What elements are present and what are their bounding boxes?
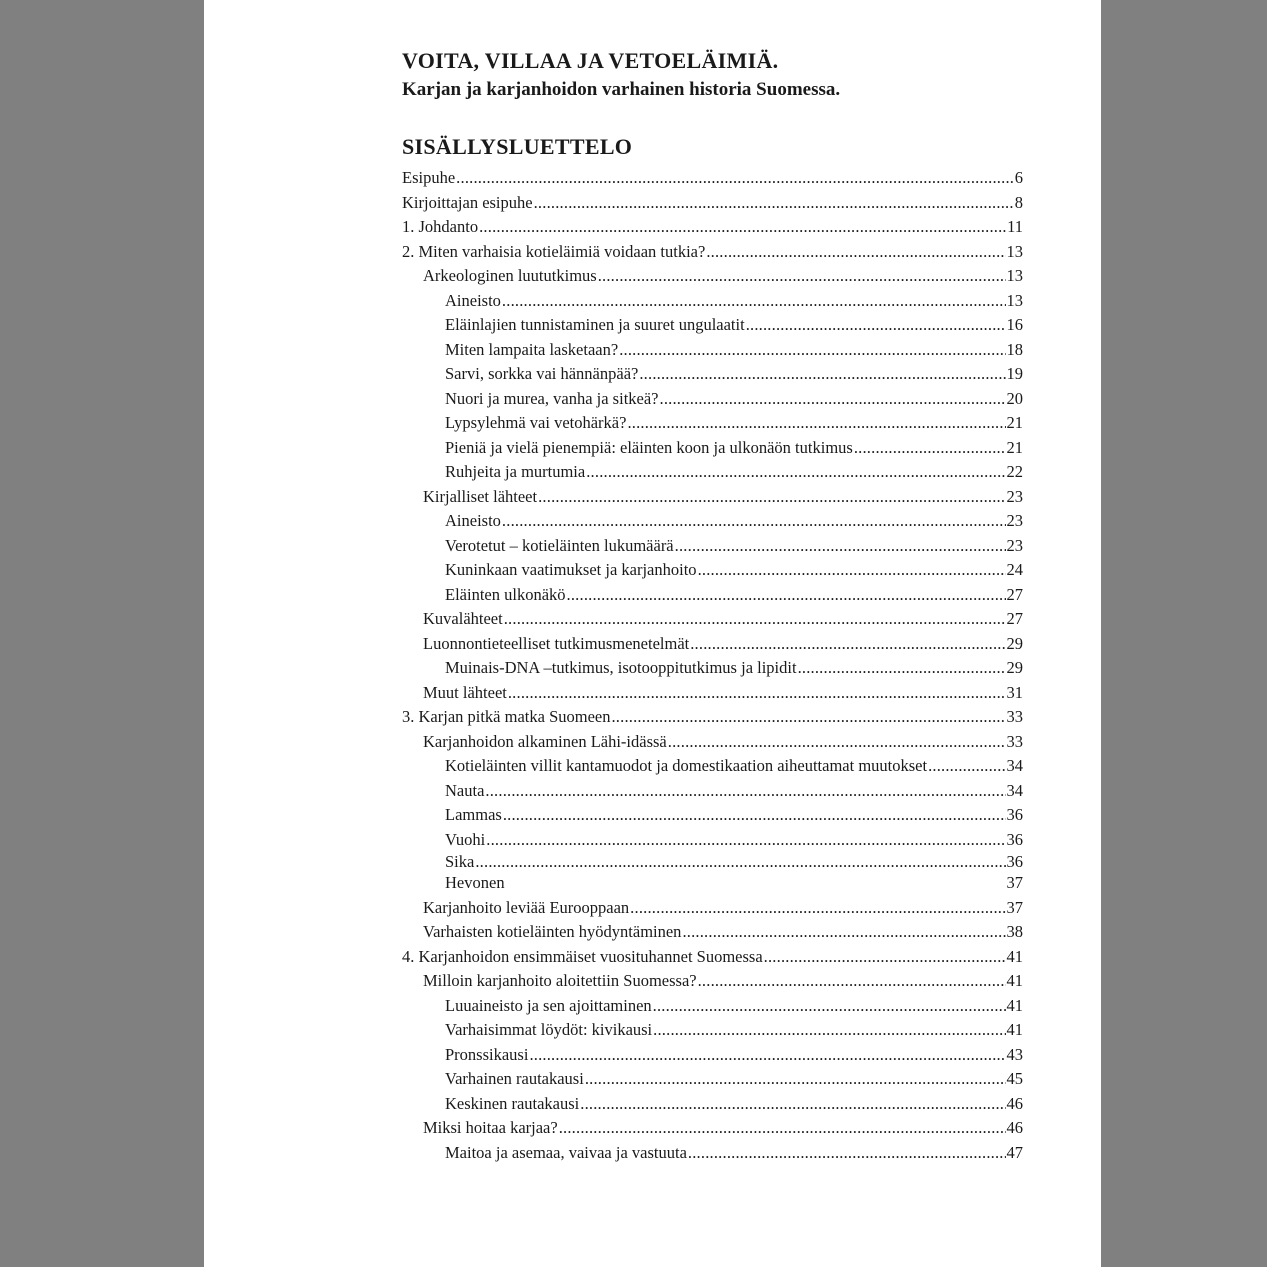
dot-leader bbox=[538, 485, 1005, 510]
toc-entry-page: 33 bbox=[1006, 731, 1023, 751]
toc-entry bbox=[402, 534, 1023, 559]
dot-leader bbox=[502, 289, 1006, 314]
dot-leader bbox=[586, 460, 1005, 485]
toc-entry bbox=[402, 852, 1023, 871]
toc-entry-page: 8 bbox=[1014, 192, 1023, 212]
toc-entry-page: 37 bbox=[1006, 897, 1023, 917]
toc-entry bbox=[402, 460, 1023, 485]
toc-entry bbox=[402, 779, 1023, 804]
toc-entry bbox=[402, 754, 1023, 779]
toc-entry-page: 13 bbox=[1006, 241, 1023, 261]
dot-leader bbox=[668, 730, 1006, 755]
toc-entry-label: Muinais-DNA –tutkimus, isotooppitutkimus ja lipidit bbox=[445, 658, 797, 677]
toc-entry bbox=[402, 871, 1023, 896]
book-subtitle: Karjan ja karjanhoidon varhainen historia Suomessa. bbox=[402, 79, 841, 100]
dot-leader bbox=[479, 215, 1006, 240]
toc-entry-label: Milloin karjanhoito aloitettiin Suomessa? bbox=[423, 971, 697, 990]
toc-entry-page: 18 bbox=[1006, 339, 1023, 359]
toc-entry-page: 38 bbox=[1006, 922, 1023, 941]
toc-entry bbox=[402, 240, 1023, 265]
dot-leader bbox=[854, 436, 1006, 461]
toc-entry-page: 45 bbox=[1006, 1069, 1023, 1088]
toc-entry-page: 29 bbox=[1006, 658, 1023, 677]
dot-leader bbox=[639, 362, 1005, 387]
dot-leader bbox=[746, 313, 1006, 338]
dot-leader bbox=[688, 1141, 1006, 1166]
toc-entry-label: Sarvi, sorkka vai hännänpää? bbox=[445, 364, 639, 383]
toc-entry-label: Pronssikausi bbox=[445, 1044, 529, 1064]
toc-entry-page: 23 bbox=[1006, 511, 1023, 530]
toc-entry-page: 13 bbox=[1006, 266, 1023, 285]
dot-leader bbox=[690, 632, 1005, 657]
toc-entry-label: Muut lähteet bbox=[423, 682, 507, 702]
toc-entry-page: 31 bbox=[1006, 682, 1023, 702]
toc-entry bbox=[402, 387, 1023, 412]
toc-entry-label: Kuvalähteet bbox=[423, 609, 503, 628]
toc-entry-page: 41 bbox=[1006, 995, 1023, 1015]
toc-entry bbox=[402, 969, 1023, 994]
toc-entry-page: 19 bbox=[1006, 364, 1023, 383]
toc-entry bbox=[402, 920, 1023, 945]
page-content bbox=[402, 46, 1023, 1165]
dot-leader bbox=[508, 681, 1006, 706]
dot-leader bbox=[502, 509, 1006, 534]
toc-entry-page: 16 bbox=[1006, 315, 1023, 334]
toc-entry bbox=[402, 362, 1023, 387]
toc-entry-page: 36 bbox=[1006, 829, 1023, 849]
toc-entry-label: Varhaisten kotieläinten hyödyntäminen bbox=[423, 922, 682, 941]
toc-entry-page: 21 bbox=[1006, 437, 1023, 457]
toc-entry-page: 23 bbox=[1006, 535, 1023, 555]
toc-entry bbox=[402, 656, 1023, 681]
toc-entry-label: Verotetut – kotieläinten lukumäärä bbox=[445, 535, 674, 555]
toc-entry-page: 36 bbox=[1006, 852, 1023, 871]
dot-leader bbox=[653, 1018, 1005, 1043]
table-of-contents bbox=[402, 166, 1023, 1165]
toc-entry-page: 27 bbox=[1006, 584, 1023, 604]
toc-entry-page: 34 bbox=[1006, 780, 1023, 800]
dot-leader bbox=[764, 945, 1006, 970]
dot-leader bbox=[529, 1043, 1005, 1068]
toc-entry-label: Kirjoittajan esipuhe bbox=[402, 192, 533, 212]
toc-entry bbox=[402, 945, 1023, 970]
toc-entry bbox=[402, 583, 1023, 608]
toc-entry-label: Lypsylehmä vai vetohärkä? bbox=[445, 413, 627, 432]
toc-entry bbox=[402, 607, 1023, 632]
toc-entry-page: 24 bbox=[1006, 560, 1023, 579]
toc-entry-page: 33 bbox=[1006, 707, 1023, 726]
document-page bbox=[204, 0, 1101, 1267]
dot-leader bbox=[630, 896, 1005, 921]
toc-entry-label: Luonnontieteelliset tutkimusmenetelmät bbox=[423, 633, 690, 653]
toc-entry-label: Ruhjeita ja murtumia bbox=[445, 462, 586, 481]
dot-leader bbox=[682, 920, 1005, 945]
toc-entry-page: 20 bbox=[1006, 388, 1023, 408]
toc-entry bbox=[402, 289, 1023, 314]
dot-leader bbox=[456, 166, 1014, 191]
toc-entry-label: Eläinten ulkonäkö bbox=[445, 584, 566, 604]
toc-entry bbox=[402, 558, 1023, 583]
toc-entry-page: 34 bbox=[1006, 756, 1023, 775]
toc-entry bbox=[402, 166, 1023, 191]
toc-entry-page: 46 bbox=[1006, 1093, 1023, 1113]
toc-entry-page: 27 bbox=[1006, 609, 1023, 628]
dot-leader bbox=[486, 828, 1005, 853]
toc-entry-label: Kuninkaan vaatimukset ja karjanhoito bbox=[445, 560, 697, 579]
dot-leader bbox=[485, 779, 1005, 804]
dot-leader bbox=[503, 803, 1006, 828]
toc-entry-label: Lammas bbox=[445, 805, 502, 824]
toc-entry-label: Kirjalliset lähteet bbox=[423, 486, 538, 506]
dot-leader bbox=[798, 656, 1006, 681]
toc-entry-page: 11 bbox=[1007, 217, 1023, 236]
toc-entry-label: 2. Miten varhaisia kotieläimiä voidaan tutkia? bbox=[402, 241, 706, 261]
toc-entry-page: 41 bbox=[1006, 1020, 1023, 1039]
toc-entry bbox=[402, 264, 1023, 289]
toc-entry bbox=[402, 191, 1023, 216]
toc-entry bbox=[402, 338, 1023, 363]
toc-entry bbox=[402, 313, 1023, 338]
dot-leader bbox=[567, 583, 1006, 608]
toc-entry bbox=[402, 994, 1023, 1019]
toc-heading: SISÄLLYSLUETTELO bbox=[402, 134, 633, 159]
toc-entry-label: Karjanhoidon alkaminen Lähi-idässä bbox=[423, 731, 667, 751]
toc-entry bbox=[402, 896, 1023, 921]
toc-entry bbox=[402, 730, 1023, 755]
toc-entry-label: Maitoa ja asemaa, vaivaa ja vastuuta bbox=[445, 1142, 687, 1162]
toc-entry-label: Miksi hoitaa karjaa? bbox=[423, 1118, 558, 1137]
toc-entry bbox=[402, 436, 1023, 461]
toc-entry-page: 37 bbox=[1006, 873, 1023, 892]
toc-entry-label: 3. Karjan pitkä matka Suomeen bbox=[402, 707, 611, 726]
toc-entry-label: Hevonen bbox=[445, 873, 505, 892]
toc-entry-label: Varhainen rautakausi bbox=[445, 1069, 584, 1088]
dot-leader bbox=[627, 411, 1005, 436]
toc-entry-label: Aineisto bbox=[445, 511, 501, 530]
dot-leader bbox=[653, 994, 1006, 1019]
toc-entry bbox=[402, 485, 1023, 510]
toc-entry-label: Aineisto bbox=[445, 290, 501, 310]
toc-entry-label: Keskinen rautakausi bbox=[445, 1093, 580, 1113]
toc-entry-label: Arkeologinen luututkimus bbox=[423, 266, 597, 285]
toc-entry-page: 41 bbox=[1006, 946, 1023, 966]
dot-leader bbox=[475, 852, 1005, 871]
toc-entry-label: Esipuhe bbox=[402, 168, 456, 187]
dot-leader bbox=[504, 607, 1006, 632]
dot-leader bbox=[698, 969, 1006, 994]
toc-entry-label: Vuohi bbox=[445, 829, 486, 849]
toc-entry-label: Miten lampaita lasketaan? bbox=[445, 339, 619, 359]
dot-leader bbox=[698, 558, 1006, 583]
toc-entry-page: 43 bbox=[1006, 1044, 1023, 1064]
toc-entry-label: 4. Karjanhoidon ensimmäiset vuosituhannet Suomessa bbox=[402, 946, 763, 966]
toc-entry bbox=[402, 411, 1023, 436]
toc-entry bbox=[402, 632, 1023, 657]
toc-entry bbox=[402, 803, 1023, 828]
dot-leader bbox=[660, 387, 1006, 412]
toc-entry-page: 46 bbox=[1006, 1118, 1023, 1137]
toc-entry-label: Sika bbox=[445, 852, 475, 871]
toc-entry bbox=[402, 1141, 1023, 1166]
toc-entry bbox=[402, 828, 1023, 853]
toc-entry-page: 22 bbox=[1006, 462, 1023, 481]
toc-entry-label: Karjanhoito leviää Eurooppaan bbox=[423, 897, 630, 917]
dot-leader bbox=[706, 240, 1005, 265]
dot-leader bbox=[585, 1067, 1006, 1092]
toc-entry-label: Nauta bbox=[445, 780, 485, 800]
toc-entry-label: Pieniä ja vielä pienempiä: eläinten koon ja ulkonäön tutkimus bbox=[445, 437, 853, 457]
dot-leader bbox=[580, 1092, 1005, 1117]
toc-entry-page: 21 bbox=[1006, 413, 1023, 432]
toc-entry-label: Kotieläinten villit kantamuodot ja domestikaation aiheuttamat muutokset bbox=[445, 756, 928, 775]
toc-entry bbox=[402, 1116, 1023, 1141]
toc-entry bbox=[402, 1092, 1023, 1117]
toc-entry bbox=[402, 1043, 1023, 1068]
book-title: VOITA, VILLAA JA VETOELÄIMIÄ. bbox=[402, 48, 779, 73]
dot-leader bbox=[675, 534, 1006, 559]
toc-entry bbox=[402, 681, 1023, 706]
dot-leader bbox=[928, 754, 1005, 779]
toc-entry bbox=[402, 215, 1023, 240]
toc-entry-page: 6 bbox=[1014, 168, 1023, 187]
toc-entry-page: 36 bbox=[1006, 805, 1023, 824]
dot-leader bbox=[611, 705, 1005, 730]
toc-entry bbox=[402, 1018, 1023, 1043]
toc-entry bbox=[402, 1067, 1023, 1092]
dot-leader bbox=[559, 1116, 1006, 1141]
toc-entry-page: 23 bbox=[1006, 486, 1023, 506]
toc-entry bbox=[402, 705, 1023, 730]
toc-entry-label: Luuaineisto ja sen ajoittaminen bbox=[445, 995, 652, 1015]
toc-entry-label: 1. Johdanto bbox=[402, 217, 479, 236]
toc-entry-page: 29 bbox=[1006, 633, 1023, 653]
dot-leader bbox=[534, 191, 1014, 216]
toc-entry-label: Eläinlajien tunnistaminen ja suuret ungulaatit bbox=[445, 315, 745, 334]
toc-entry bbox=[402, 509, 1023, 534]
toc-entry-label: Varhaisimmat löydöt: kivikausi bbox=[445, 1020, 653, 1039]
toc-entry-page: 13 bbox=[1006, 290, 1023, 310]
toc-entry-page: 41 bbox=[1006, 971, 1023, 990]
dot-leader bbox=[619, 338, 1005, 363]
dot-leader bbox=[598, 264, 1006, 289]
toc-entry-page: 47 bbox=[1006, 1142, 1023, 1162]
toc-entry-label: Nuori ja murea, vanha ja sitkeä? bbox=[445, 388, 659, 408]
